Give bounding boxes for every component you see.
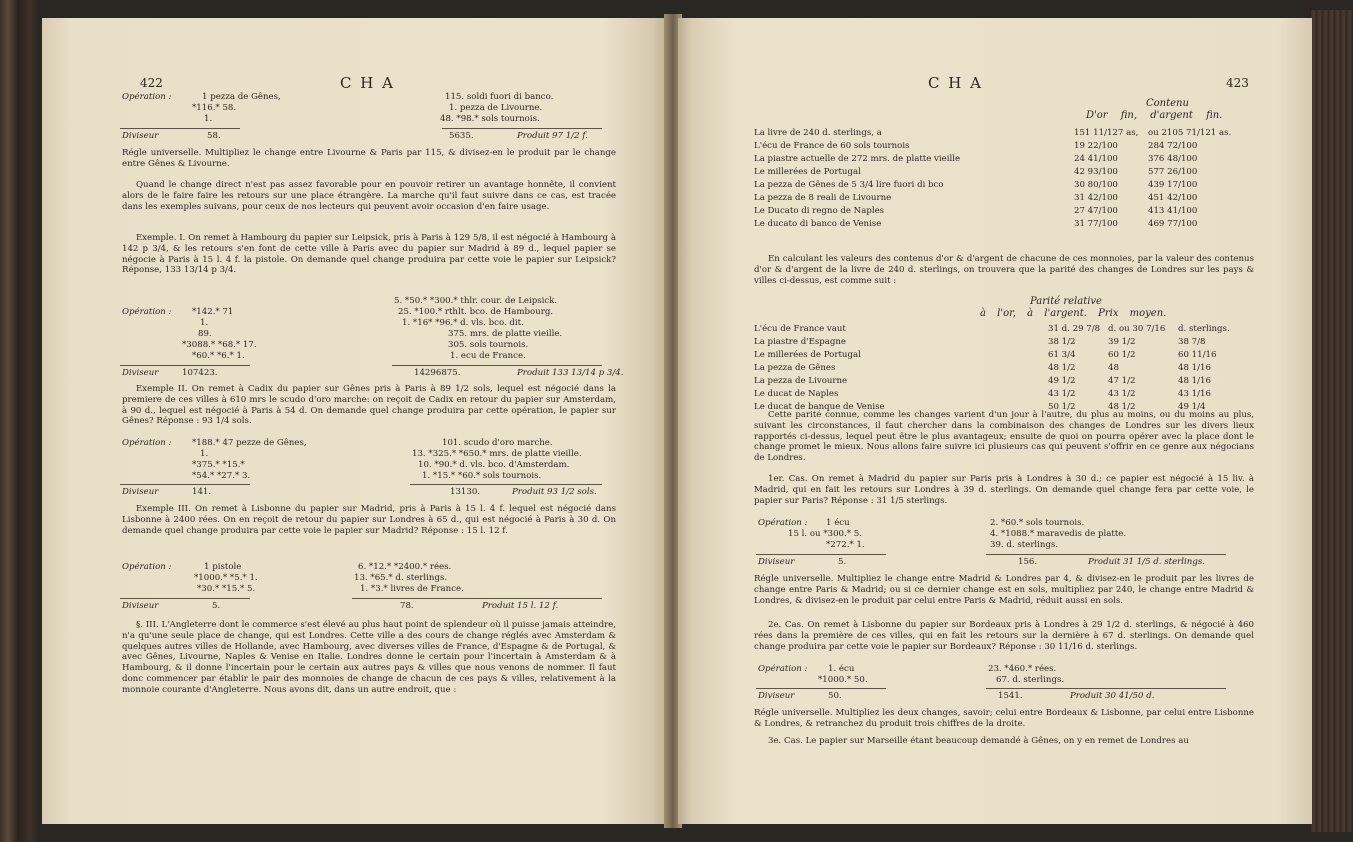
paragraph: §. III. L'Angleterre dont le commerce s'est élevé au plus haut point de splendeur où il puisse jamais atteindre, n'a qu'une seule place de change, qui est Londres. Cette ville a des cours de change réglés avec Amsterdam & quelques autres villes de Hollande, avec Hambourg, avec diverses villes de France, d'Espagne & de Portugal, & avec Gênes, Livourne, Naples & Venise en Italie. Londres donne le certain pour l'incertain à Amsterdam & à Hambourg, & il donne l'incertain pour le certain aux autres pays & villes que nous venons de nommer. Il faut donc commencer par établir le pair des monnoies de change de chacun de ces pays & villes, relativement à la monnoie courante d'Angleterre. Nous avons dit, dans un autre endroit, que : — [122, 620, 616, 695]
op-row: *1000.* 50. — [818, 675, 868, 685]
right-page — [678, 18, 1312, 824]
op-row: 2. *60.* sols tournois. — [990, 518, 1085, 528]
paragraph: 1er. Cas. On remet à Madrid du papier sur Paris pris à Londres à 30 d.; ce papier est négocié à 15 liv. à Madrid, qui en fait les retours sur Londres à 39 d. sterlings. On demande quel change fera par cette voie, le papier sur Paris? Réponse : 31 1/5 sterlings. — [754, 474, 1254, 506]
table-cell: 48 1/2 — [1048, 363, 1076, 373]
table-cell: 43 1/2 — [1048, 389, 1076, 399]
op-row: 1. *16* *96.* d. vls. bco. dit. — [402, 318, 524, 328]
op-row: 1 pezza de Gênes, — [202, 92, 281, 102]
op-row: *272.* 1. — [826, 540, 865, 550]
table-row-label: La piastre actuelle de 272 mrs. de platte vieille — [754, 154, 961, 164]
table-cell: 31 d. 29 7/8 — [1048, 324, 1101, 334]
result-number: 13130. — [450, 487, 481, 497]
result-text: Produit 97 1/2 f. — [517, 131, 588, 141]
op-row: 13. *325.* *650.* mrs. de platte vieille. — [412, 449, 582, 459]
table-cell: 48 1/16 — [1178, 376, 1211, 386]
table-cell: 469 77/100 — [1148, 219, 1198, 229]
op-row: 89. — [198, 329, 212, 339]
result-text: Produit 31 1/5 d. sterlings. — [1088, 557, 1205, 567]
op-row: *188.* 47 pezze de Gênes, — [192, 438, 307, 448]
page-edges — [1311, 10, 1353, 832]
table-cell: 31 42/100 — [1074, 193, 1118, 203]
table-cell: 38 7/8 — [1178, 337, 1206, 347]
table-cell: 31 77/100 — [1074, 219, 1118, 229]
op-row: 1. — [200, 318, 209, 328]
paragraph: Quand le change direct n'est pas assez favorable pour en pouvoir retirer un avantage honnête, il convient alors de le faire faire les retours sur une place étrangère. La marche qu'il faut suivre dans ce cas, est tracée dans les exemples suivans, pour ceux de nos lecteurs qui peuvent avoir occasion d'en faire usage. — [122, 180, 616, 212]
op-row: 5. *50.* *300.* thlr. cour. de Leipsick. — [394, 296, 558, 306]
paragraph: Exemple II. On remet à Cadix du papier sur Gênes pris à Paris à 89 1/2 sols, lequel est négocié dans la premiere de ces villes à 610 mrs le scudo d'oro marche: on reçoit de Cadix en retour du papier sur Amsterdam, à 90 d., lequel est négocié à Paris à 54 d. On demande quel change produira par cette opération, le papier sur Gênes? Réponse : 93 1/4 sols. — [122, 384, 616, 427]
table-subtitle: à l'or, à l'argent. Prix moyen. — [980, 308, 1167, 319]
op-row: 39. d. sterlings. — [990, 540, 1059, 550]
divisor-label: Diviseur — [758, 557, 795, 567]
op-row: 1. — [200, 449, 209, 459]
table-cell: 376 48/100 — [1148, 154, 1198, 164]
rule — [410, 484, 602, 485]
op-row: 6. *12.* *2400.* rées. — [358, 562, 452, 572]
table-cell: 451 42/100 — [1148, 193, 1198, 203]
op-row: *3088.* *68.* 17. — [182, 340, 257, 350]
result-text: Produit 133 13/14 p 3/4. — [517, 368, 624, 378]
rule — [120, 128, 240, 129]
table-cell: 61 3/4 — [1048, 350, 1076, 360]
table-cell: 50 1/2 — [1048, 402, 1076, 412]
divisor-label: Diviseur — [758, 691, 795, 701]
table-title: Parité relative — [1030, 296, 1102, 307]
op-row: 1. pezza de Livourne. — [449, 103, 543, 113]
rule — [392, 365, 602, 366]
table-cell: 413 41/100 — [1148, 206, 1198, 216]
op-row: 15 l. ou *300.* 5. — [788, 529, 862, 539]
paragraph: Cette parité connue, comme les changes varient d'un jour à l'autre, du plus au moins, ou du moins au plus, suivant les circonstances, il faut chercher dans la combinaison des changes de Londres sur les divers lieux rapportés ci-dessus, lequel peut être le plus avantageux; ensuite de quoi on pourra opérer avec la place dont le change promet le mieux. Nous allons faire suivre ici plusieurs cas qui peuvent s'offrir en ce genre aux négocians de Londres. — [754, 410, 1254, 464]
table-row-label: Le ducat de banque de Venise — [754, 402, 885, 412]
divisor-value: 141. — [192, 487, 212, 497]
table-row-label: Le Ducato di regno de Naples — [754, 206, 885, 216]
op-row: 1 écu — [826, 518, 850, 528]
op-row: 1. *3.* livres de France. — [360, 584, 464, 594]
operation-label: Opération : — [122, 562, 172, 572]
result-text: Produit 15 l. 12 f. — [482, 601, 559, 611]
running-header: C H A — [928, 74, 983, 92]
table-row-label: La pezza de 8 reali de Livourne — [754, 193, 892, 203]
op-row: 10. *90.* d. vls. bco. d'Amsterdam. — [418, 460, 570, 470]
divisor-label: Diviseur — [122, 131, 159, 141]
table-cell: 48 1/2 — [1108, 402, 1136, 412]
op-row: 375. mrs. de platte vieille. — [448, 329, 563, 339]
table-cell: d. ou 30 7/16 — [1108, 324, 1166, 334]
rule — [756, 688, 886, 689]
divisor-value: 58. — [207, 131, 221, 141]
table-cell: 60 1/2 — [1108, 350, 1136, 360]
table-cell: 577 26/100 — [1148, 167, 1198, 177]
table-row-label: La pezza de Gênes de 5 3/4 lire fuori di bco — [754, 180, 944, 190]
left-page — [42, 18, 668, 824]
paragraph: Régle universelle. Multipliez le change entre Livourne & Paris par 115, & divisez-en le produit par le change entre Gênes & Livourne. — [122, 148, 616, 169]
op-row: *1000.* *5.* 1. — [194, 573, 258, 583]
op-row: *60.* *6.* 1. — [192, 351, 245, 361]
op-row: 1. — [204, 114, 213, 124]
table-row-label: La livre de 240 d. sterlings, a — [754, 128, 882, 138]
divisor-value: 107423. — [182, 368, 218, 378]
table-cell: 47 1/2 — [1108, 376, 1136, 386]
op-row: *30.* *15.* 5. — [197, 584, 256, 594]
op-row: 1. écu — [828, 664, 855, 674]
op-row: 101. scudo d'oro marche. — [442, 438, 553, 448]
op-row: *375.* *15.* — [192, 460, 245, 470]
divisor-label: Diviseur — [122, 601, 159, 611]
table-cell: 27 47/100 — [1074, 206, 1118, 216]
divisor-value: 50. — [828, 691, 842, 701]
result-number: 156. — [1018, 557, 1038, 567]
op-row: 1. *15.* *60.* sols tournois. — [422, 471, 542, 481]
table-subtitle: D'or fin, d'argent fin. — [1086, 110, 1223, 121]
table-row-label: Le ducato di banco de Venise — [754, 219, 882, 229]
op-row: *54.* *27.* 3. — [192, 471, 251, 481]
table-cell: 38 1/2 — [1048, 337, 1076, 347]
table-cell: 19 22/100 — [1074, 141, 1118, 151]
paragraph: En calculant les valeurs des contenus d'or & d'argent de chacune de ces monnoies, par la valeur des contenus d'or & d'argent de la livre de 240 d. sterlings, on trouvera que la parité des changes de Londres sur les pays & villes ci-dessus, est comme suit : — [754, 254, 1254, 286]
op-row: *116.* 58. — [192, 103, 237, 113]
page-number: 422 — [140, 76, 163, 90]
divisor-label: Diviseur — [122, 368, 159, 378]
rule — [756, 554, 886, 555]
rule — [986, 688, 1226, 689]
op-row: 4. *1088.* maravedis de platte. — [990, 529, 1127, 539]
table-cell: ou 2105 71/121 as. — [1148, 128, 1232, 138]
table-cell: 49 1/2 — [1048, 376, 1076, 386]
op-row: 23. *460.* rées. — [988, 664, 1057, 674]
divisor-value: 5. — [212, 601, 221, 611]
rule — [120, 598, 250, 599]
result-number: 14296875. — [414, 368, 461, 378]
rule — [986, 554, 1226, 555]
rule — [120, 484, 250, 485]
result-number: 78. — [400, 601, 414, 611]
op-row: 67. d. sterlings. — [996, 675, 1065, 685]
paragraph: Régle universelle. Multipliez le change entre Madrid & Londres par 4, & divisez-en le produit par les livres de change entre Paris & Madrid; ou si ce dernier change est en sols, multipliez par 240, le change entre Madrid & Londres, & divisez-en le produit par celui entre Paris & Madrid, réduit aussi en sols. — [754, 574, 1254, 606]
divisor-label: Diviseur — [122, 487, 159, 497]
table-title: Contenu — [1146, 98, 1189, 109]
result-text: Produit 93 1/2 sols. — [512, 487, 597, 497]
op-row: 1 pistole — [204, 562, 242, 572]
table-cell: 284 72/100 — [1148, 141, 1198, 151]
op-row: 305. sols tournois. — [448, 340, 529, 350]
operation-label: Opération : — [758, 518, 808, 528]
operation-label: Opération : — [122, 307, 172, 317]
table-cell: 43 1/16 — [1178, 389, 1211, 399]
op-row: 48. *98.* sols tournois. — [440, 114, 540, 124]
op-row: 13. *65.* d. sterlings. — [354, 573, 448, 583]
table-cell: d. sterlings. — [1178, 324, 1230, 334]
result-text: Produit 30 41/50 d. — [1070, 691, 1155, 701]
divisor-value: 5. — [838, 557, 847, 567]
operation-label: Opération : — [122, 92, 172, 102]
paragraph: Régle universelle. Multipliez les deux changes, savoir; celui entre Bordeaux & Lisbonne, par celui entre Lisbonne & Londres, & retranchez du produit trois chiffres de la droite. — [754, 708, 1254, 729]
running-header: C H A — [340, 74, 395, 92]
table-row-label: Le millerées de Portugal — [754, 167, 861, 177]
rule — [352, 598, 602, 599]
table-cell: 439 17/100 — [1148, 180, 1198, 190]
op-row: 25. *100.* rthlt. bco. de Hambourg. — [398, 307, 554, 317]
table-cell: 60 11/16 — [1178, 350, 1217, 360]
paragraph: 2e. Cas. On remet à Lisbonne du papier sur Bordeaux pris à Londres à 29 1/2 d. sterlings, & négocié à 460 rées dans la première de ces villes, qui en fait les retours sur la dernière à 67 d. sterlings. On demande quel change produira par cette voie le papier sur Bordeaux? Réponse : 30 11/16 d. sterlings. — [754, 620, 1254, 652]
page-number: 423 — [1226, 76, 1249, 90]
table-cell: 49 1/4 — [1178, 402, 1206, 412]
op-row: *142.* 71 — [192, 307, 234, 317]
table-cell: 48 — [1108, 363, 1119, 373]
paragraph: 3e. Cas. Le papier sur Marseille étant beaucoup demandé à Gênes, on y en remet de Londres au — [768, 736, 1189, 746]
table-cell: 48 1/16 — [1178, 363, 1211, 373]
table-row-label: Le ducat de Naples — [754, 389, 839, 399]
op-row: 1. ecu de France. — [450, 351, 526, 361]
table-row-label: Le millerées de Portugal — [754, 350, 861, 360]
table-row-label: L'écu de France vaut — [754, 324, 846, 334]
table-cell: 39 1/2 — [1108, 337, 1136, 347]
operation-label: Opération : — [122, 438, 172, 448]
table-cell: 151 11/127 as, — [1074, 128, 1139, 138]
table-row-label: La pezza de Gênes — [754, 363, 836, 373]
result-number: 1541. — [998, 691, 1023, 701]
table-cell: 30 80/100 — [1074, 180, 1118, 190]
rule — [442, 128, 602, 129]
table-row-label: L'écu de France de 60 sols tournois — [754, 141, 910, 151]
table-cell: 43 1/2 — [1108, 389, 1136, 399]
paragraph: Exemple III. On remet à Lisbonne du papier sur Madrid, pris à Paris à 15 l. 4 f. lequel est négocié dans Lisbonne à 2400 rées. On en reçoit de retour du papier sur Londres à 65 d., qui est négocié à Paris à 30 d. On demande quel change produira par cette voie le papier sur Madrid? Réponse : 15 l. 12 f. — [122, 504, 616, 536]
table-cell: 24 41/100 — [1074, 154, 1118, 164]
paragraph: Exemple. I. On remet à Hambourg du papier sur Leipsick, pris à Paris à 129 5/8, il est négocié à Hambourg à 142 p 3/4, & les retours s'en font de cette ville à Paris avec du papier sur Madrid à 89 d., lequel papier se négocie à Paris à 15 l. 4 f. la pistole. On demande quel change produira par cette voie le papier sur Leipsick? Réponse, 133 13/14 p 3/4. — [122, 233, 616, 276]
rule — [120, 365, 250, 366]
op-row: 115. soldi fuori di banco. — [445, 92, 554, 102]
table-row-label: La piastre d'Espagne — [754, 337, 847, 347]
operation-label: Opération : — [758, 664, 808, 674]
table-cell: 42 93/100 — [1074, 167, 1118, 177]
result-number: 5635. — [449, 131, 474, 141]
table-row-label: La pezza de Livourne — [754, 376, 848, 386]
